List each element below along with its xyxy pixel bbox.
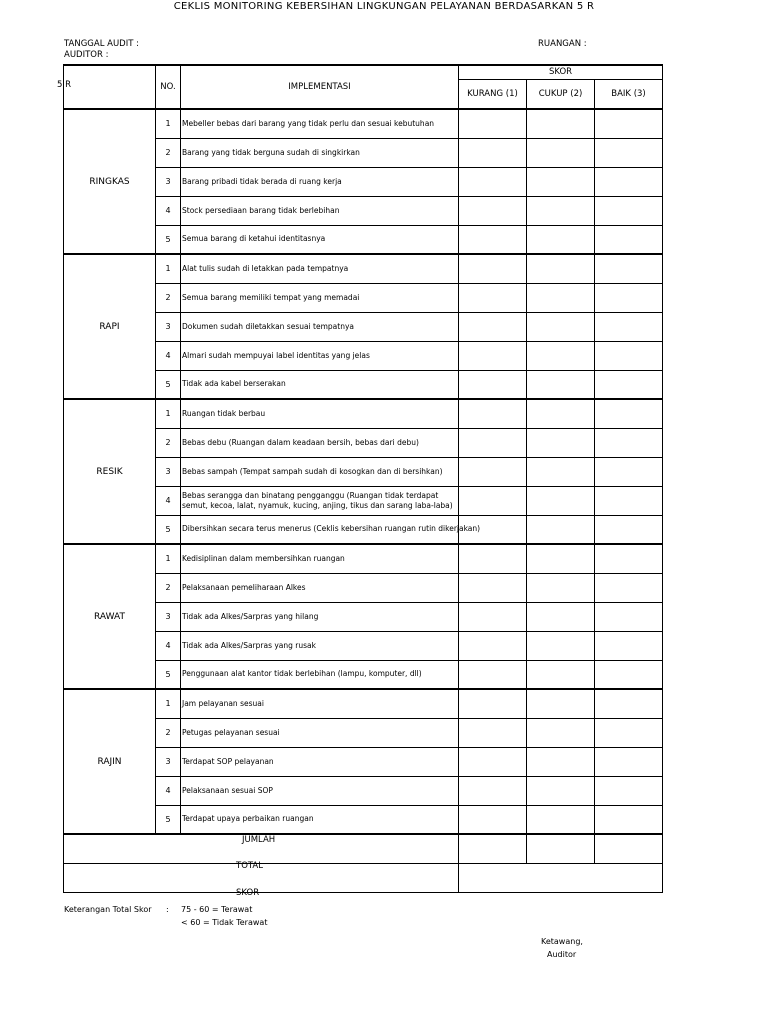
score-cukup-cell[interactable] <box>527 341 595 370</box>
table-row <box>64 689 663 718</box>
score-baik-cell[interactable] <box>595 602 663 631</box>
score-baik-cell[interactable] <box>595 225 663 254</box>
score-kurang-cell[interactable] <box>459 138 527 167</box>
item-number: 2 <box>156 718 181 747</box>
header-implementasi: IMPLEMENTASI <box>181 65 459 109</box>
item-implementasi: Stock persediaan barang tidak berlebihan <box>181 196 459 225</box>
item-number: 1 <box>156 254 181 283</box>
item-implementasi: Jam pelayanan sesuai <box>181 689 459 718</box>
score-kurang-cell[interactable] <box>459 805 527 834</box>
item-number: 5 <box>156 515 181 544</box>
item-implementasi: Terdapat SOP pelayanan <box>181 747 459 776</box>
score-cukup-cell[interactable] <box>527 109 595 138</box>
header-no: NO. <box>156 65 181 109</box>
item-number: 5 <box>156 660 181 689</box>
score-cukup-cell[interactable] <box>527 602 595 631</box>
item-implementasi: Terdapat upaya perbaikan ruangan <box>181 805 459 834</box>
item-number: 3 <box>156 602 181 631</box>
score-kurang-cell[interactable] <box>459 689 527 718</box>
score-cukup-cell[interactable] <box>527 225 595 254</box>
item-number: 2 <box>156 428 181 457</box>
item-number: 2 <box>156 138 181 167</box>
score-baik-cell[interactable] <box>595 805 663 834</box>
table-row <box>64 254 663 283</box>
item-implementasi: Bebas debu (Ruangan dalam keadaan bersih, bebas dari debu) <box>181 428 459 457</box>
score-cukup-cell[interactable] <box>527 138 595 167</box>
item-number: 1 <box>156 689 181 718</box>
item-number: 2 <box>156 283 181 312</box>
score-kurang-cell[interactable] <box>459 776 527 805</box>
item-number: 3 <box>156 747 181 776</box>
item-number: 3 <box>156 167 181 196</box>
keterangan-line2: < 60 = Tidak Terawat <box>181 918 268 927</box>
jumlah-row-label <box>64 834 459 863</box>
score-kurang-cell[interactable] <box>459 486 527 515</box>
checklist-table <box>63 64 663 898</box>
score-cukup-cell[interactable] <box>527 167 595 196</box>
score-baik-cell[interactable] <box>595 138 663 167</box>
score-baik-cell[interactable] <box>595 544 663 573</box>
score-cukup-cell[interactable] <box>527 399 595 428</box>
item-implementasi: Bebas sampah (Tempat sampah sudah di kosogkan dan di bersihkan) <box>181 457 459 486</box>
score-kurang-cell[interactable] <box>459 370 527 399</box>
jumlah-cukup-cell[interactable] <box>527 834 595 863</box>
header-skor: SKOR <box>459 65 663 79</box>
keterangan-line1: 75 - 60 = Terawat <box>181 905 253 914</box>
score-baik-cell[interactable] <box>595 312 663 341</box>
item-number: 5 <box>156 225 181 254</box>
table-row <box>64 109 663 138</box>
score-baik-cell[interactable] <box>595 689 663 718</box>
item-number: 4 <box>156 631 181 660</box>
skor-label: SKOR <box>236 887 260 898</box>
score-kurang-cell[interactable] <box>459 428 527 457</box>
item-implementasi: Semua barang di ketahui identitasnya <box>181 225 459 254</box>
score-kurang-cell[interactable] <box>459 747 527 776</box>
item-implementasi: Tidak ada kabel berserakan <box>181 370 459 399</box>
score-cukup-cell[interactable] <box>527 312 595 341</box>
category-rawat: RAWAT <box>64 544 156 689</box>
category-ringkas: RINGKAS <box>64 109 156 254</box>
score-kurang-cell[interactable] <box>459 312 527 341</box>
score-baik-cell[interactable] <box>595 341 663 370</box>
tanggal-audit-label: TANGGAL AUDIT : <box>64 39 139 49</box>
score-kurang-cell[interactable] <box>459 602 527 631</box>
score-kurang-cell[interactable] <box>459 573 527 602</box>
table-row <box>64 399 663 428</box>
total-label: TOTAL <box>236 860 263 871</box>
header-cukup: CUKUP (2) <box>527 79 595 109</box>
item-number: 1 <box>156 399 181 428</box>
score-baik-cell[interactable] <box>595 370 663 399</box>
score-kurang-cell[interactable] <box>459 631 527 660</box>
score-baik-cell[interactable] <box>595 457 663 486</box>
signature-place: Ketawang, <box>541 937 583 946</box>
item-number: 2 <box>156 573 181 602</box>
item-number: 1 <box>156 544 181 573</box>
score-kurang-cell[interactable] <box>459 457 527 486</box>
item-number: 4 <box>156 341 181 370</box>
total-row-label <box>64 860 459 898</box>
item-implementasi: Ruangan tidak berbau <box>181 399 459 428</box>
document-title: CEKLIS MONITORING KEBERSIHAN LINGKUNGAN PELAYANAN BERDASARKAN 5 R <box>173 1 595 12</box>
header-5r-cell <box>64 65 156 109</box>
score-cukup-cell[interactable] <box>527 660 595 689</box>
item-implementasi: Alat tulis sudah di letakkan pada tempatnya <box>181 254 459 283</box>
score-cukup-cell[interactable] <box>527 747 595 776</box>
ruangan-label: RUANGAN : <box>538 39 587 49</box>
score-cukup-cell[interactable] <box>527 689 595 718</box>
score-kurang-cell[interactable] <box>459 225 527 254</box>
item-number: 4 <box>156 486 181 515</box>
score-kurang-cell[interactable] <box>459 283 527 312</box>
score-cukup-cell[interactable] <box>527 805 595 834</box>
score-baik-cell[interactable] <box>595 660 663 689</box>
score-cukup-cell[interactable] <box>527 776 595 805</box>
item-number: 5 <box>156 805 181 834</box>
item-implementasi: Semua barang memiliki tempat yang memadai <box>181 283 459 312</box>
item-number: 4 <box>156 776 181 805</box>
score-kurang-cell[interactable] <box>459 341 527 370</box>
score-baik-cell[interactable] <box>595 486 663 515</box>
item-implementasi: Mebeller bebas dari barang yang tidak perlu dan sesuai kebutuhan <box>181 109 459 138</box>
score-baik-cell[interactable] <box>595 747 663 776</box>
score-kurang-cell[interactable] <box>459 718 527 747</box>
score-cukup-cell[interactable] <box>527 283 595 312</box>
score-baik-cell[interactable] <box>595 631 663 660</box>
score-cukup-cell[interactable] <box>527 573 595 602</box>
score-baik-cell[interactable] <box>595 196 663 225</box>
item-number: 5 <box>156 370 181 399</box>
keterangan-colon: : <box>166 905 169 914</box>
item-number: 1 <box>156 109 181 138</box>
score-baik-cell[interactable] <box>595 515 663 544</box>
score-kurang-cell[interactable] <box>459 109 527 138</box>
item-implementasi: Tidak ada Alkes/Sarpras yang hilang <box>181 602 459 631</box>
category-rajin: RAJIN <box>64 689 156 834</box>
item-implementasi: Dokumen sudah diletakkan sesuai tempatnya <box>181 312 459 341</box>
item-implementasi: Bebas serangga dan binatang pengganggu (Ruangan tidak terdapat semut, kecoa, lalat, nyamuk, kucing, anjing, tikus dan sarang laba-laba) <box>181 486 459 515</box>
jumlah-baik-cell[interactable] <box>595 834 663 863</box>
score-baik-cell[interactable] <box>595 254 663 283</box>
auditor-label: AUDITOR : <box>64 50 109 60</box>
item-implementasi: Barang yang tidak berguna sudah di singkirkan <box>181 138 459 167</box>
item-implementasi: Kedisiplinan dalam membersihkan ruangan <box>181 544 459 573</box>
score-cukup-cell[interactable] <box>527 631 595 660</box>
score-kurang-cell[interactable] <box>459 660 527 689</box>
item-implementasi: Dibersihkan secara terus menerus (Ceklis kebersihan ruangan rutin dikerjakan) <box>181 515 459 544</box>
score-baik-cell[interactable] <box>595 399 663 428</box>
signature-auditor: Auditor <box>547 950 577 959</box>
item-implementasi: Tidak ada Alkes/Sarpras yang rusak <box>181 631 459 660</box>
item-number: 3 <box>156 457 181 486</box>
jumlah-kurang-cell[interactable] <box>459 834 527 863</box>
header-baik: BAIK (3) <box>595 79 663 109</box>
score-cukup-cell[interactable] <box>527 196 595 225</box>
header-kurang: KURANG (1) <box>459 79 527 109</box>
score-baik-cell[interactable] <box>595 573 663 602</box>
total-skor-cell[interactable] <box>459 863 663 892</box>
item-implementasi: Almari sudah mempuyai label identitas yang jelas <box>181 341 459 370</box>
item-implementasi: Pelaksanaan sesuai SOP <box>181 776 459 805</box>
score-baik-cell[interactable] <box>595 718 663 747</box>
category-rapi: RAPI <box>64 254 156 399</box>
score-kurang-cell[interactable] <box>459 167 527 196</box>
score-baik-cell[interactable] <box>595 428 663 457</box>
score-kurang-cell[interactable] <box>459 544 527 573</box>
score-cukup-cell[interactable] <box>527 486 595 515</box>
jumlah-label: JUMLAH <box>242 835 276 845</box>
score-baik-cell[interactable] <box>595 776 663 805</box>
category-resik: RESIK <box>64 399 156 544</box>
score-cukup-cell[interactable] <box>527 428 595 457</box>
item-number: 4 <box>156 196 181 225</box>
item-implementasi: Petugas pelayanan sesuai <box>181 718 459 747</box>
score-kurang-cell[interactable] <box>459 254 527 283</box>
score-cukup-cell[interactable] <box>527 254 595 283</box>
header-5r: 5 R <box>57 80 72 90</box>
score-cukup-cell[interactable] <box>527 457 595 486</box>
item-implementasi: Pelaksanaan pemeliharaan Alkes <box>181 573 459 602</box>
score-baik-cell[interactable] <box>595 109 663 138</box>
score-cukup-cell[interactable] <box>527 718 595 747</box>
score-baik-cell[interactable] <box>595 283 663 312</box>
score-cukup-cell[interactable] <box>527 544 595 573</box>
score-kurang-cell[interactable] <box>459 399 527 428</box>
item-implementasi: Barang pribadi tidak berada di ruang kerja <box>181 167 459 196</box>
item-number: 3 <box>156 312 181 341</box>
score-baik-cell[interactable] <box>595 167 663 196</box>
score-kurang-cell[interactable] <box>459 196 527 225</box>
score-cukup-cell[interactable] <box>527 515 595 544</box>
score-cukup-cell[interactable] <box>527 370 595 399</box>
keterangan-label: Keterangan Total Skor <box>64 905 152 914</box>
item-implementasi: Penggunaan alat kantor tidak berlebihan (lampu, komputer, dll) <box>181 660 459 689</box>
table-row <box>64 544 663 573</box>
